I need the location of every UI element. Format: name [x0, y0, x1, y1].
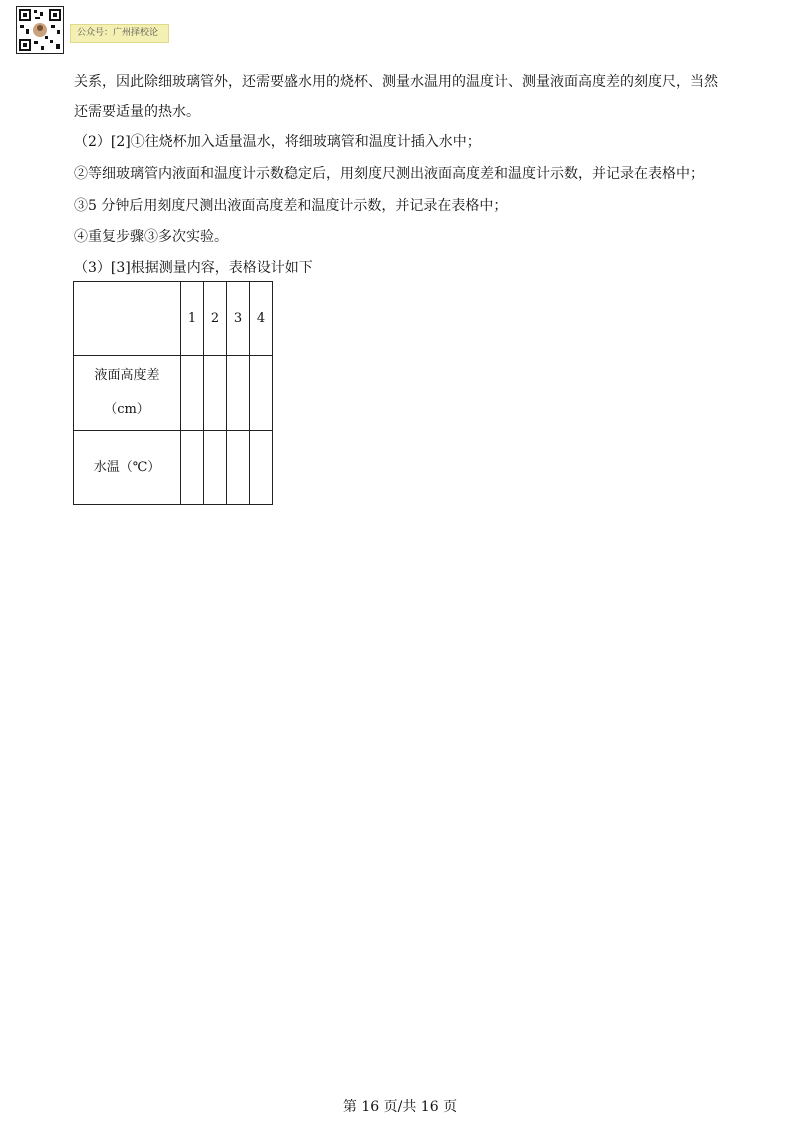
row-label-water-temperature: 水温（℃）: [74, 431, 181, 505]
table-cell: [227, 356, 250, 431]
paragraph-line: 还需要适量的热水。: [74, 104, 200, 120]
paragraph-line: 关系，因此除细玻璃管外，还需要盛水用的烧杯、测量水温用的温度计、测量液面高度差的刻度尺，当然: [74, 74, 718, 90]
row-label-height-difference: [74, 356, 181, 431]
table-column-header: 4: [250, 282, 273, 356]
paragraph-line: （3）[3]根据测量内容，表格设计如下: [74, 260, 313, 276]
paragraph-line: ④重复步骤③多次实验。: [74, 229, 228, 245]
table-cell: [181, 431, 204, 505]
table-cell: [227, 431, 250, 505]
table-cell: [204, 431, 227, 505]
data-table: [73, 281, 273, 505]
row-label-line: 液面高度差: [94, 368, 160, 383]
table-column-header: 3: [227, 282, 250, 356]
table-header-row: [74, 282, 273, 356]
paragraph-line: ②等细玻璃管内液面和温度计示数稳定后，用刻度尺测出液面高度差和温度计示数，并记录在表格中；: [74, 166, 704, 182]
table-column-header: 2: [204, 282, 227, 356]
table-row: [74, 431, 273, 505]
header-banner: 公众号：广州择校论: [70, 24, 169, 43]
paragraph-line: ③5 分钟后用刻度尺测出液面高度差和温度计示数，并记录在表格中；: [74, 198, 508, 214]
paragraph-line: （2）[2]①往烧杯加入适量温水，将细玻璃管和温度计插入水中；: [74, 134, 481, 150]
table-column-header: 1: [181, 282, 204, 356]
page-number: 第 16 页/共 16 页: [342, 1099, 458, 1115]
row-label-line: （cm）: [104, 402, 150, 417]
table-cell: [250, 431, 273, 505]
table-cell: [181, 356, 204, 431]
table-row: [74, 356, 273, 431]
table-corner-cell: [74, 282, 181, 356]
table-cell: [250, 356, 273, 431]
qr-code: [16, 6, 64, 54]
table-cell: [204, 356, 227, 431]
